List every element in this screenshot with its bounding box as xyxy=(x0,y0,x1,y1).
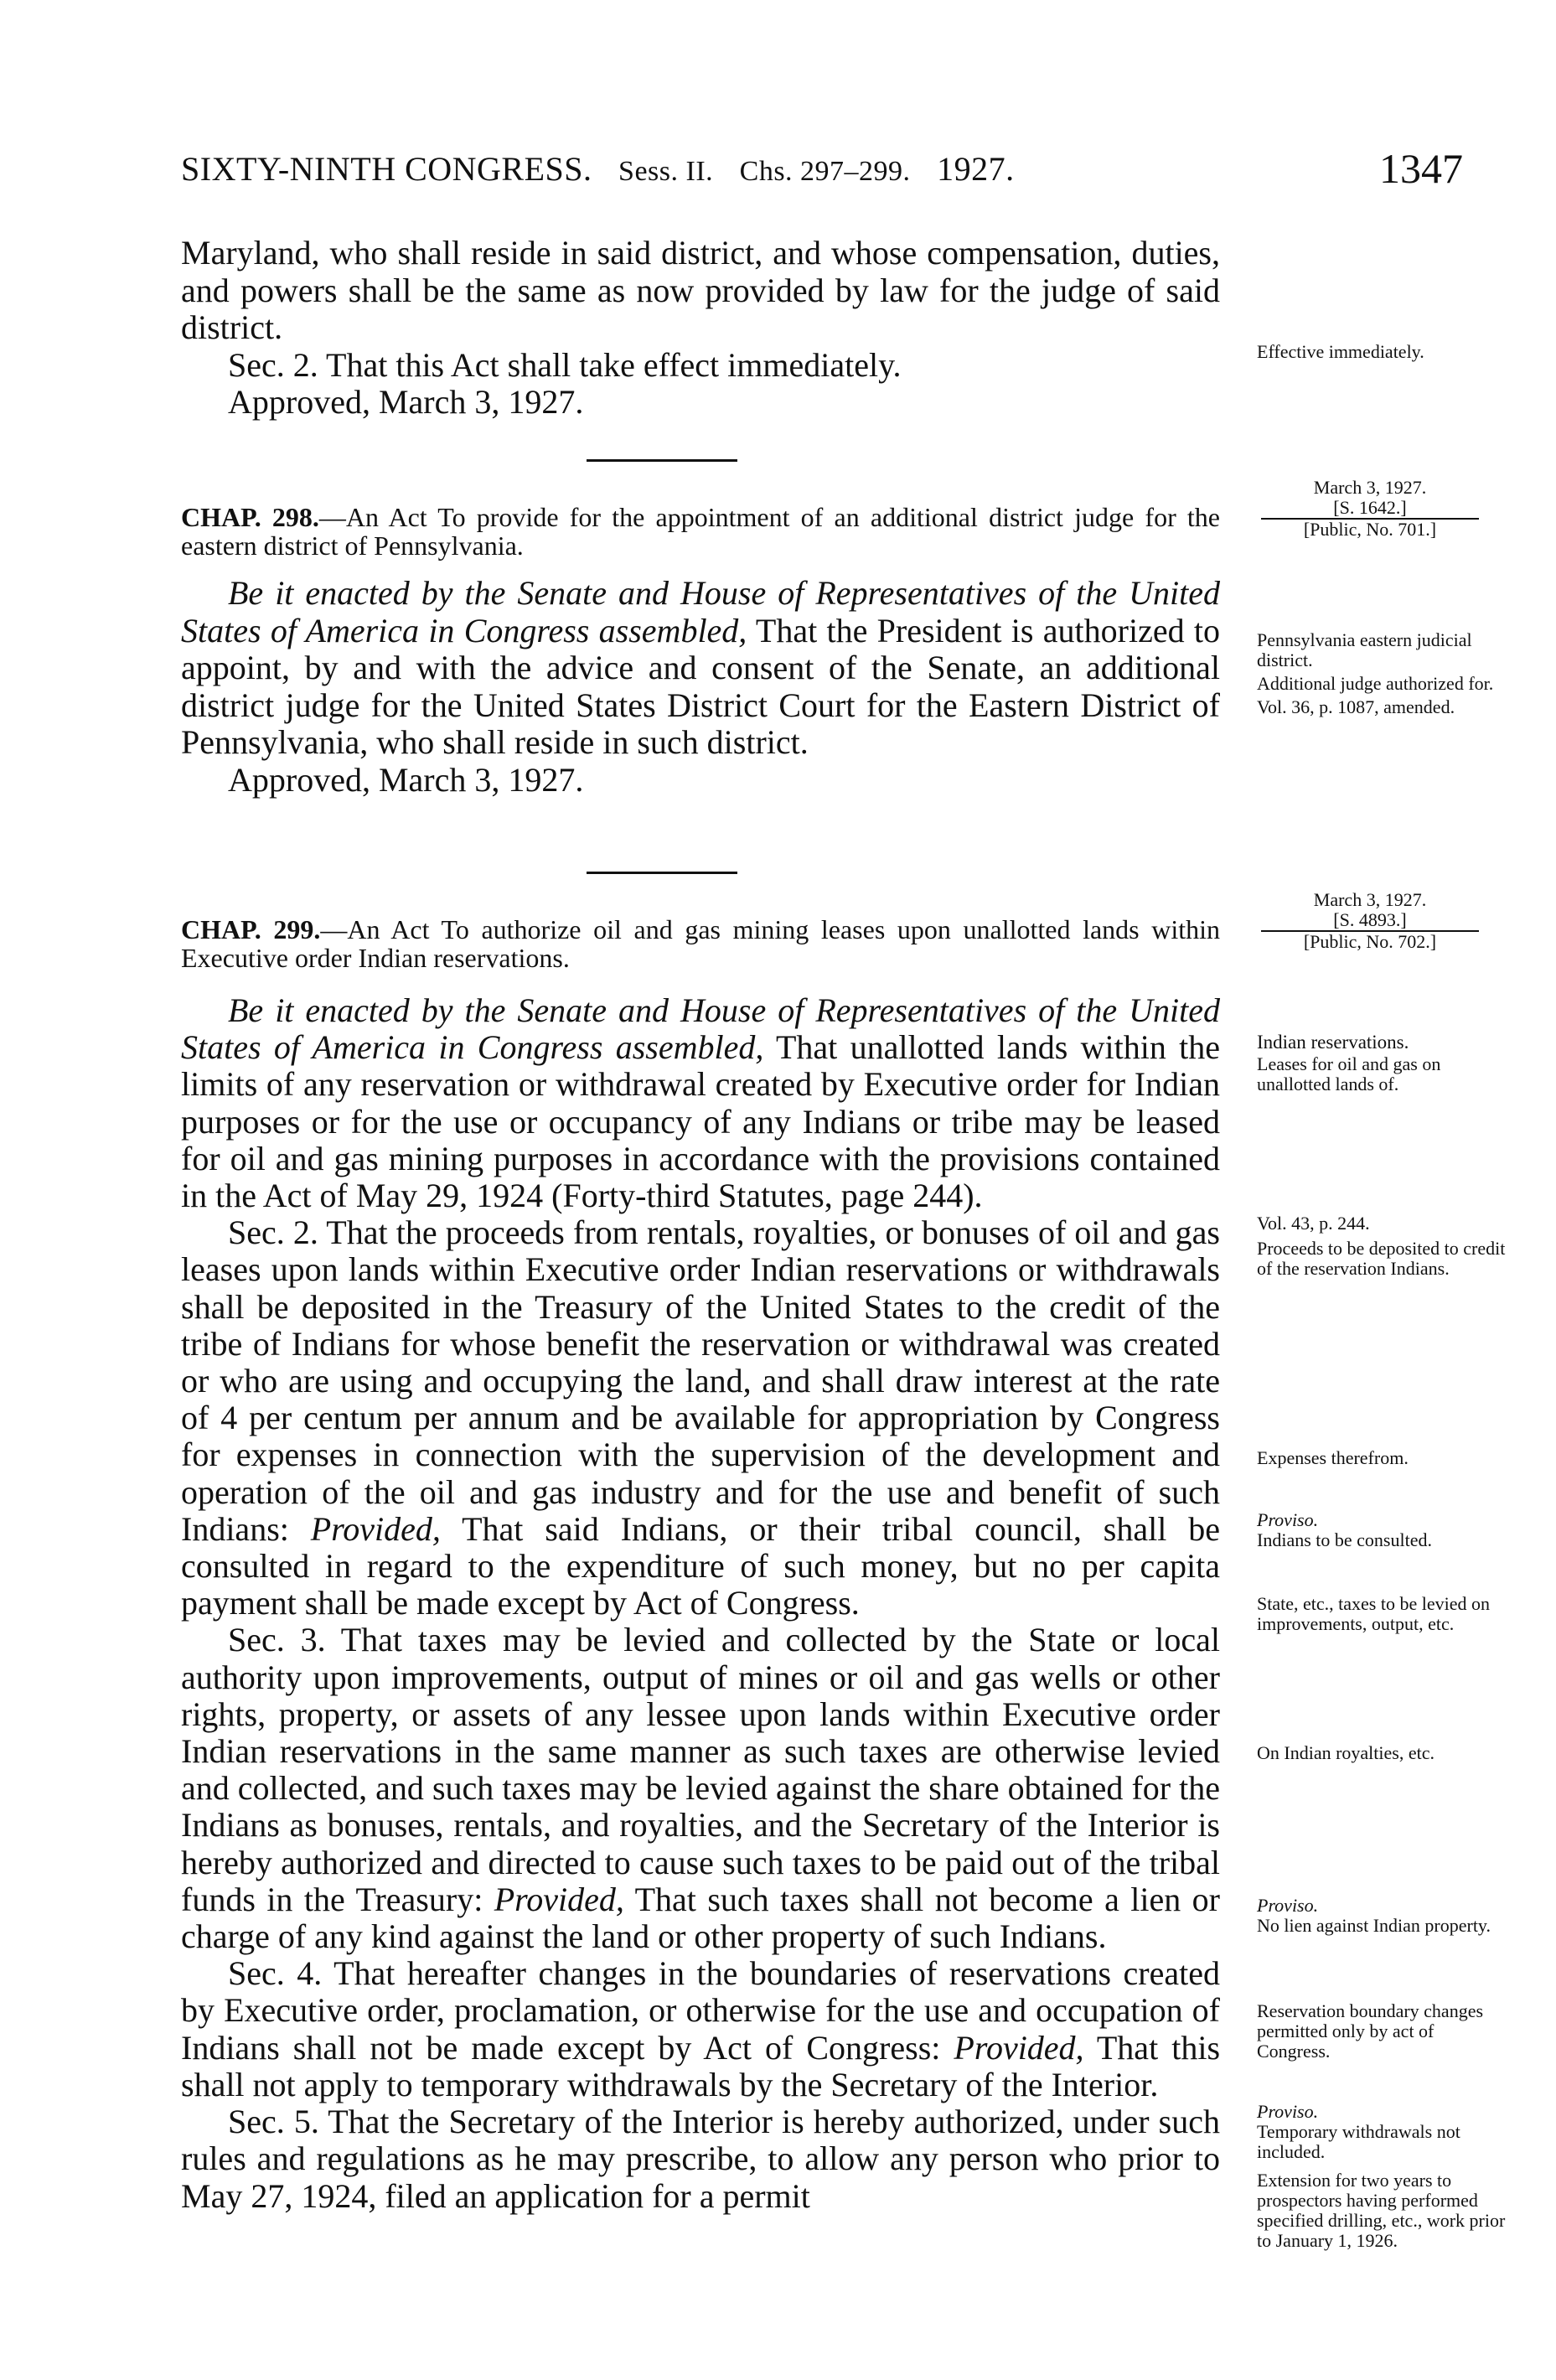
chap298-date: March 3, 1927. xyxy=(1313,477,1427,498)
margin-note-vol36: Vol. 36, p. 1087, amended. xyxy=(1257,696,1455,717)
continuation-text: Maryland, who shall reside in said district, and whose compensation, duties, and powers shall be the same as now provided by law for the judge of said district. xyxy=(181,234,1220,346)
chap299-sec3-provided: Provided, xyxy=(494,1880,624,1918)
chap298-heading xyxy=(181,503,1220,560)
margin-note-temporary: Temporary withdrawals not included. xyxy=(1257,2121,1460,2162)
margin-note-effective: Effective immediately. xyxy=(1257,341,1424,362)
divider-rule xyxy=(587,459,737,462)
margin-note-proviso-2: Proviso. xyxy=(1257,1895,1319,1916)
chap298-bill: [S. 1642.] xyxy=(1261,498,1479,520)
chap298-text: That the President is authorized to appoint, by and with the advice and consent of the Senate, an additional district judge for the United States District Court for the Eastern District of Pennsylvania, who shall reside in such district. xyxy=(181,611,1220,761)
chap299-bill: [S. 4893.] xyxy=(1261,910,1479,932)
chap299-label: CHAP. 299. xyxy=(181,914,321,944)
chap299-heading xyxy=(181,915,1220,972)
chap299-sec3-a: Sec. 3. That taxes may be levied and collected by the State or local authority upon improvements, output of mines or oil and gas wells or other rights, property, or assets of any lessee upon lands within Executive order Indian reservations in the same manner as such taxes are otherwise levied and collected, and such taxes may be levied against the share obtained for the Indians as bonuses, rentals, and royalties, and the Secretary of the Interior is hereby authorized and directed to cause such taxes to be paid out of the tribal funds in the Treasury: xyxy=(181,1621,1220,1918)
margin-note-royalties: On Indian royalties, etc. xyxy=(1257,1742,1435,1763)
margin-note-indian-res: Indian reservations. xyxy=(1257,1032,1409,1053)
chap299-date: March 3, 1927. xyxy=(1313,889,1427,910)
margin-note-boundary: Reservation boundary changes permitted only by act of Congress. xyxy=(1257,2000,1484,2062)
chap298-label: CHAP. 298. xyxy=(181,502,319,532)
margin-note-vol43: Vol. 43, p. 244. xyxy=(1257,1213,1370,1234)
chap299-sec5: Sec. 5. That the Secretary of the Interior is hereby authorized, under such rules and regulations as he may prescribe, to allow any person who prior to May 27, 1924, filed an application for a permit xyxy=(181,2103,1220,2215)
continuation-block xyxy=(181,235,1220,422)
chapters: Chs. 297–299. xyxy=(739,156,911,187)
margin-note-consulted: Indians to be consulted. xyxy=(1257,1529,1432,1550)
chap298-margin-header xyxy=(1261,478,1479,540)
page-number: 1347 xyxy=(1379,145,1463,192)
chap298-public: [Public, No. 701.] xyxy=(1303,519,1437,540)
margin-note-extension: Extension for two years to prospectors having performed specified drilling, etc., work prior to January 1, 1926. xyxy=(1257,2170,1506,2251)
chap298-body xyxy=(181,575,1220,799)
margin-note-penn: Pennsylvania eastern judicial district. xyxy=(1257,629,1472,670)
chap299-sec3-b: That such taxes shall not become a lien or charge of any kind against the land or other property of such Indians. xyxy=(181,1880,1220,1956)
margin-note-no-lien: No lien against Indian property. xyxy=(1257,1915,1491,1936)
margin-note-state-taxes: State, etc., taxes to be levied on improvements, output, etc. xyxy=(1257,1593,1490,1634)
chap299-sec2-provided: Provided, xyxy=(310,1509,441,1548)
divider-rule-2 xyxy=(587,872,737,874)
chap299-sec1: That unallotted lands within the limits of any reservation or withdrawal created by Executive order for Indian purposes or for the use or occupancy of any Indians or tribe may be leased for oil and gas mining purposes in accordance with the provisions contained in the Act of May 29, 1924 (Forty-third Statutes, page 244). xyxy=(181,1028,1220,1215)
margin-note-proceeds: Proceeds to be deposited to credit of the reservation Indians. xyxy=(1257,1238,1506,1279)
chap299-margin-header xyxy=(1261,890,1479,952)
chap299-enacting-clause: Be it enacted by the Senate and House of Representatives of the United States of America in Congress assembled, xyxy=(181,991,1220,1067)
chap298-enacting-clause: Be it enacted by the Senate and House of Representatives of the United States of America in Congress assembled, xyxy=(181,574,1220,649)
approved-298: Approved, March 3, 1927. xyxy=(228,760,584,799)
session: Sess. II. xyxy=(618,156,714,187)
chap299-sec4-b: That this shall not apply to temporary withdrawals by the Secretary of the Interior. xyxy=(181,2028,1221,2103)
approved-297: Approved, March 3, 1927. xyxy=(228,383,584,421)
chap298-margin-notes xyxy=(1257,630,1508,717)
chap299-body xyxy=(181,992,1220,2215)
chap299-sec4-provided: Provided, xyxy=(954,2028,1084,2067)
congress-title: SIXTY-NINTH CONGRESS. xyxy=(181,150,592,188)
chap299-sec2-a: Sec. 2. That the proceeds from rentals, royalties, or bonuses of oil and gas leases upon lands within Executive order Indian reservations or withdrawals shall be deposited in the Treasury of the United States to the credit of the tribe of Indians for whose benefit the reservation or withdrawal was created or who are using and occupying the land, and shall draw interest at the rate of 4 per centum per annum and be available for appropriation by Congress for expenses in connection with the supervision of the development and operation of the oil and gas industry and for the use and benefit of such Indians: xyxy=(181,1213,1220,1548)
chap298-title: —An Act To provide for the appointment of an additional district judge for the eastern district of Pennsylvania. xyxy=(181,502,1221,561)
sec2-effective: Sec. 2. That this Act shall take effect immediately. xyxy=(228,345,902,384)
chap299-sec4-a: Sec. 4. That hereafter changes in the boundaries of reservations created by Executive order, proclamation, or otherwise for the use and occupation of Indians shall not be made except by Act of Congress: xyxy=(181,1954,1220,2067)
year: 1927. xyxy=(937,150,1015,188)
margin-note-additional: Additional judge authorized for. xyxy=(1257,673,1494,694)
margin-note-proviso-1: Proviso. xyxy=(1257,1509,1319,1530)
chap299-sec2-b: That said Indians, or their tribal council, shall be consulted in regard to the expenditure of such money, but no per capita payment shall be made except by Act of Congress. xyxy=(181,1509,1220,1622)
chap299-public: [Public, No. 702.] xyxy=(1303,931,1437,952)
margin-note-expenses: Expenses therefrom. xyxy=(1257,1447,1409,1468)
margin-note-leases: Leases for oil and gas on unallotted lands of. xyxy=(1257,1053,1441,1094)
chap299-title: —An Act To authorize oil and gas mining leases upon unallotted lands within Executive order Indian reservations. xyxy=(181,914,1221,973)
running-head xyxy=(181,149,1463,189)
margin-note-proviso-3: Proviso. xyxy=(1257,2101,1319,2122)
